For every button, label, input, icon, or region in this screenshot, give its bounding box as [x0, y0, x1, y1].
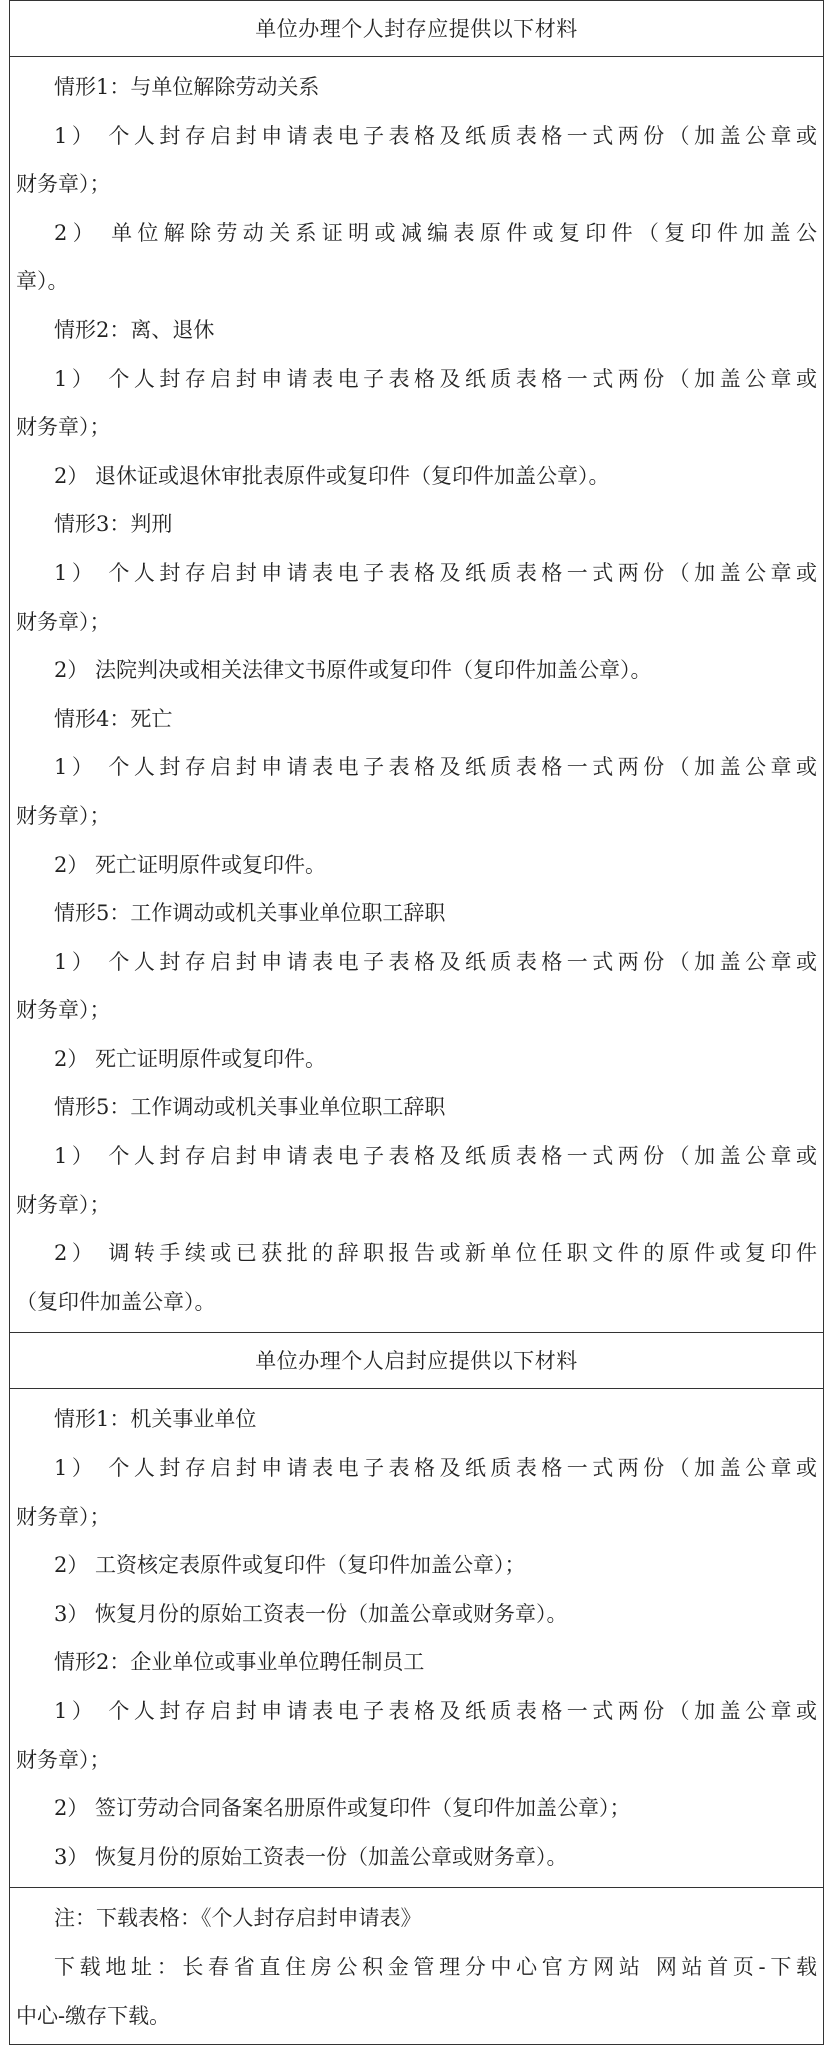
section-unseal [9, 1333, 824, 1888]
case-heading: 情形1：与单位解除劳动关系 [54, 75, 320, 99]
list-item: 1） 个人封存启封申请表电子表格及纸质表格一式两份（加盖公章或 [54, 949, 817, 974]
note-download-form: 注：下载表格：《个人封存启封申请表》 [54, 1906, 422, 1931]
list-item-continuation: 财务章）； [16, 1504, 111, 1529]
list-item: 2） 死亡证明原件或复印件。 [54, 852, 327, 877]
list-item: 2） 工资核定表原件或复印件（复印件加盖公章）； [54, 1553, 526, 1578]
list-item: 3） 恢复月份的原始工资表一份（加盖公章或财务章）。 [54, 1844, 568, 1869]
case-heading: 情形2：企业单位或事业单位聘任制员工 [54, 1650, 425, 1675]
case-heading: 情形2：离、退休 [54, 317, 215, 342]
note-download-address: 下载地址：长春省直住房公积金管理分中心官方网站 网站首页-下载 [54, 1954, 817, 1979]
list-item-continuation: 财务章）； [16, 1192, 111, 1217]
section-header: 单位办理个人启封应提供以下材料 [10, 1333, 823, 1389]
document [9, 0, 824, 2045]
list-item: 1） 个人封存启封申请表电子表格及纸质表格一式两份（加盖公章或 [54, 560, 817, 585]
list-item: 2） 退休证或退休审批表原件或复印件（复印件加盖公章）。 [54, 463, 610, 488]
list-item: 1） 个人封存启封申请表电子表格及纸质表格一式两份（加盖公章或 [54, 755, 817, 780]
list-item: 2） 调转手续或已获批的辞职报告或新单位任职文件的原件或复印件 [54, 1241, 817, 1266]
list-item: 2） 签订劳动合同备案名册原件或复印件（复印件加盖公章）； [54, 1796, 631, 1821]
case-heading: 情形3：判刑 [54, 512, 173, 537]
list-item: 3） 恢复月份的原始工资表一份（加盖公章或财务章）。 [54, 1601, 568, 1626]
list-item: 2） 死亡证明原件或复印件。 [54, 1046, 327, 1071]
list-item: 1） 个人封存启封申请表电子表格及纸质表格一式两份（加盖公章或 [54, 1699, 817, 1723]
note-body [10, 1888, 823, 2044]
list-item: 2） 单位解除劳动关系证明或减编表原件或复印件（复印件加盖公 [54, 220, 817, 245]
list-item: 1） 个人封存启封申请表电子表格及纸质表格一式两份（加盖公章或 [54, 366, 817, 391]
case-heading: 情形5：工作调动或机关事业单位职工辞职 [54, 1095, 446, 1120]
list-item: 1） 个人封存启封申请表电子表格及纸质表格一式两份（加盖公章或 [54, 1144, 817, 1169]
case-heading: 情形4：死亡 [54, 706, 173, 731]
note-download-address-continuation: 中心-缴存下载。 [16, 2003, 171, 2028]
section-seal [9, 0, 824, 1333]
list-item-continuation: 财务章）； [16, 998, 111, 1023]
list-item: 1） 个人封存启封申请表电子表格及纸质表格一式两份（加盖公章或 [54, 123, 817, 148]
list-item-continuation: 财务章）； [16, 609, 111, 634]
list-item-continuation: 财务章）； [16, 1747, 111, 1772]
list-item: 1） 个人封存启封申请表电子表格及纸质表格一式两份（加盖公章或 [54, 1456, 817, 1481]
list-item-continuation: 章）。 [16, 269, 69, 294]
section-body [10, 1389, 823, 1887]
list-item-continuation: 财务章）； [16, 803, 111, 828]
list-item-continuation: （复印件加盖公章）。 [16, 1289, 216, 1314]
case-heading: 情形1：机关事业单位 [54, 1407, 257, 1432]
section-body [10, 57, 823, 1332]
section-note [9, 1888, 824, 2045]
list-item-continuation: 财务章）； [16, 415, 111, 440]
section-header: 单位办理个人封存应提供以下材料 [10, 1, 823, 57]
list-item-continuation: 财务章）； [16, 172, 111, 197]
case-heading: 情形5：工作调动或机关事业单位职工辞职 [54, 901, 446, 926]
list-item: 2） 法院判决或相关法律文书原件或复印件（复印件加盖公章）。 [54, 658, 652, 683]
